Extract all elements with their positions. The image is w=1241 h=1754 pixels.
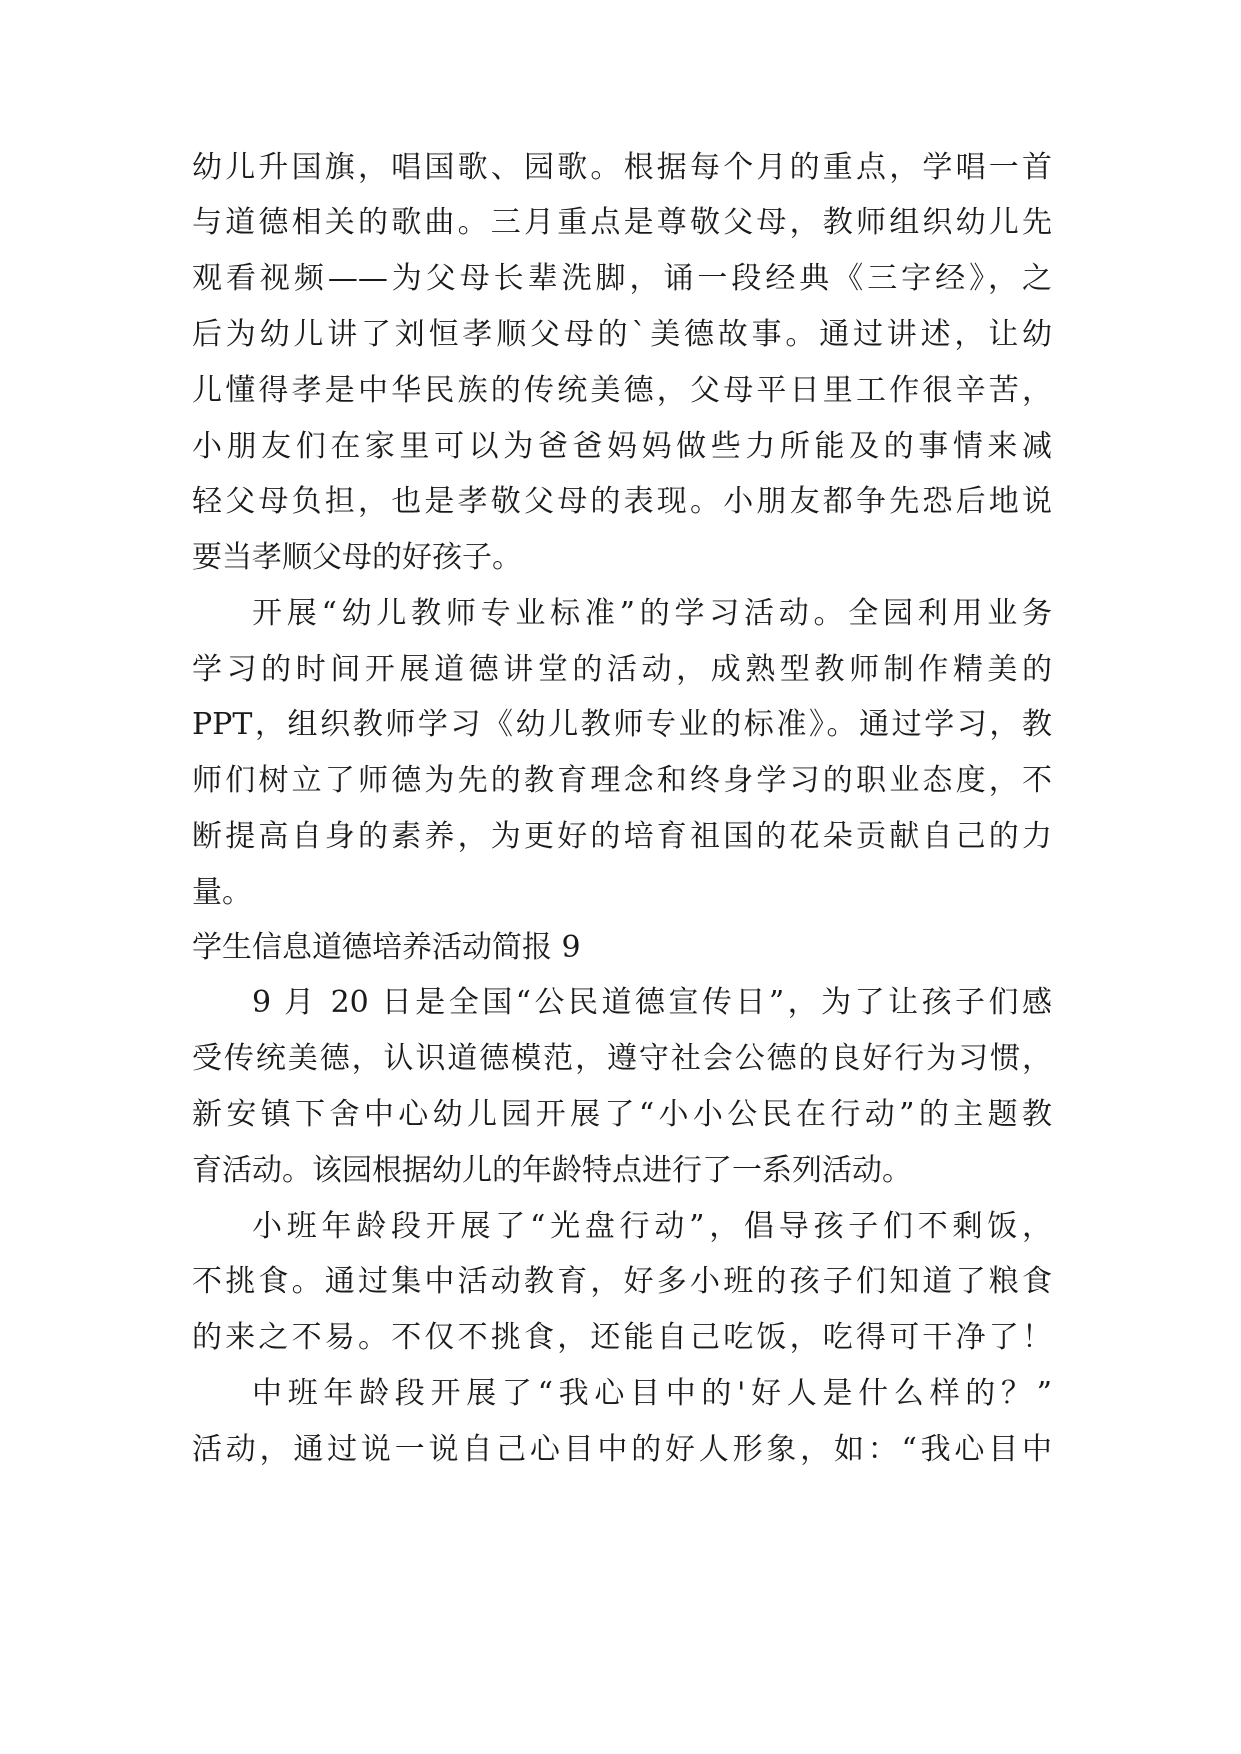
paragraph-line: PPT，组织教师学习《幼儿教师专业的标准》。通过学习，教 [192,707,1052,742]
paragraph-line: 轻父母负担，也是孝敬父母的表现。小朋友都争先恐后地说 [192,484,1052,519]
paragraph-line: 要当孝顺父母的好孩子。 [192,540,522,575]
paragraph-line: 后为幼儿讲了刘恒孝顺父母的`美德故事。通过讲述，让幼 [192,317,1052,352]
paragraph-line: 受传统美德，认识道德模范，遵守社会公德的良好行为习惯， [192,1041,1052,1076]
paragraph-line: 观看视频——为父母长辈洗脚，诵一段经典《三字经》，之 [192,261,1052,296]
paragraph-line: 9 月 20 日是全国“公民道德宣传日”，为了让孩子们感 [252,985,1052,1020]
paragraph-line: 断提高自身的素养，为更好的培育祖国的花朵贡献自己的力 [192,819,1052,854]
paragraph-line: 学习的时间开展道德讲堂的活动，成熟型教师制作精美的 [192,652,1052,687]
paragraph-line: 中班年龄段开展了“我心目中的'好人是什么样的？” [252,1376,1052,1411]
paragraph-line: 师们树立了师德为先的教育理念和终身学习的职业态度，不 [192,763,1052,798]
paragraph-line: 量。 [192,875,252,910]
paragraph-line: 开展“幼儿教师专业标准”的学习活动。全园利用业务 [252,596,1052,631]
section-heading: 学生信息道德培养活动简报 9 [192,930,581,965]
paragraph-line: 不挑食。通过集中活动教育，好多小班的孩子们知道了粮食 [192,1264,1052,1299]
paragraph-line: 的来之不易。不仅不挑食，还能自己吃饭，吃得可干净了！ [192,1320,1052,1355]
paragraph-line: 儿懂得孝是中华民族的传统美德，父母平日里工作很辛苦， [192,373,1052,408]
paragraph-line: 活动，通过说一说自己心目中的好人形象，如：“我心目中 [192,1432,1052,1467]
paragraph-line: 小班年龄段开展了“光盘行动”，倡导孩子们不剩饭， [252,1209,1052,1244]
paragraph-line: 与道德相关的歌曲。三月重点是尊敬父母，教师组织幼儿先 [192,205,1052,240]
paragraph-line: 新安镇下舍中心幼儿园开展了“小小公民在行动”的主题教 [192,1097,1052,1132]
paragraph-line: 育活动。该园根据幼儿的年龄特点进行了一系列活动。 [192,1153,912,1188]
paragraph-line: 小朋友们在家里可以为爸爸妈妈做些力所能及的事情来减 [192,429,1052,464]
paragraph-line: 幼儿升国旗，唱国歌、园歌。根据每个月的重点，学唱一首 [192,150,1052,185]
